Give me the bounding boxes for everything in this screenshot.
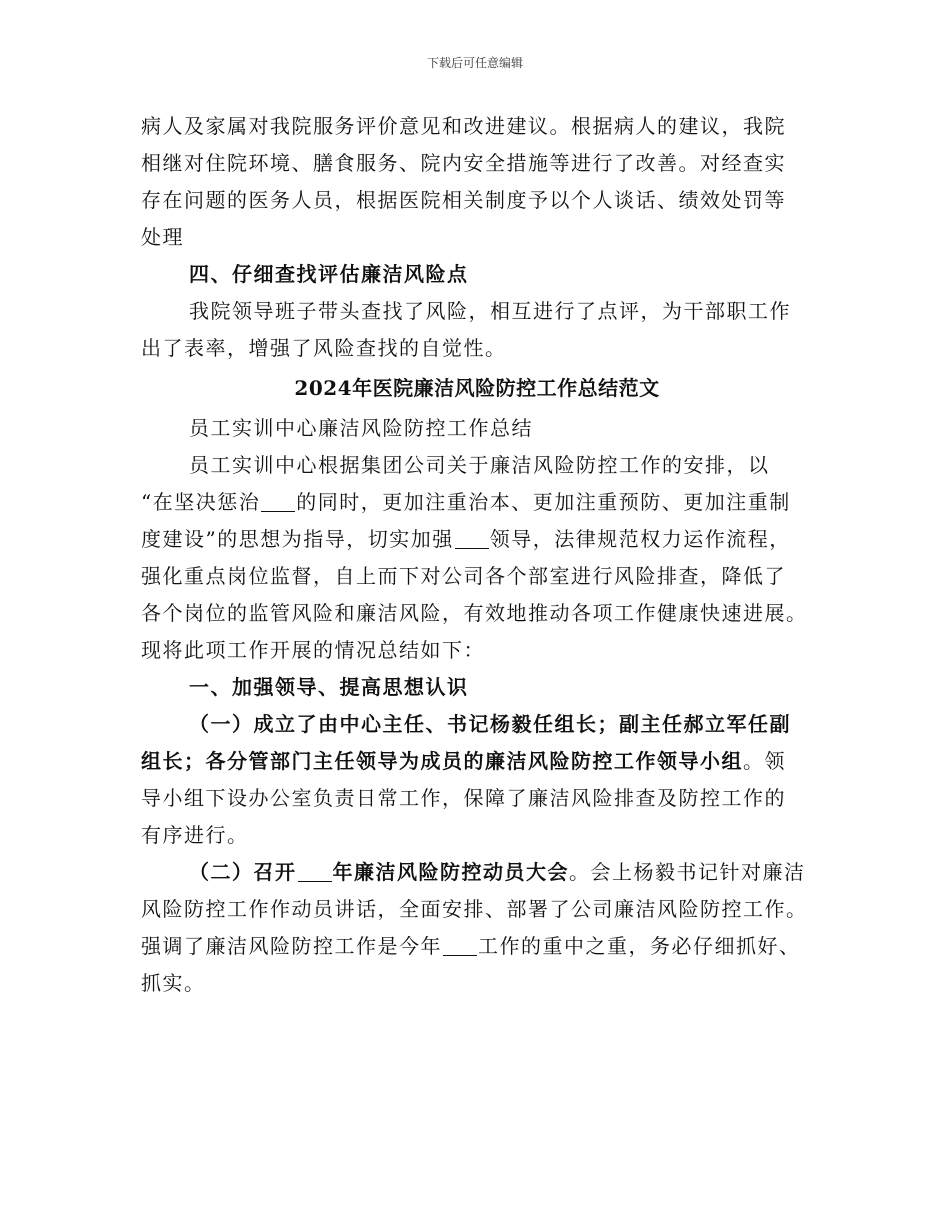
text-fragment: 。会上杨毅书记针对廉洁 bbox=[569, 860, 806, 884]
paragraph-continuation bbox=[141, 108, 813, 256]
document-subtitle: 员工实训中心廉洁风险防控工作总结 bbox=[189, 416, 533, 440]
text-line: 各个岗位的监管风险和廉洁风险，有效地推动各项工作健康快速进展。 bbox=[141, 601, 808, 625]
text-line: 员工实训中心根据集团公司关于廉洁风险防控工作的安排，以 bbox=[189, 453, 770, 477]
text-line: 相继对住院环境、膳食服务、院内安全措施等进行了改善。对经查实 bbox=[141, 151, 786, 175]
text-line: 处理 bbox=[141, 225, 184, 249]
text-line: 存在问题的医务人员，根据医院相关制度予以个人谈话、绩效处罚等 bbox=[141, 188, 786, 212]
section-heading-1: 一、加强领导、提高思想认识 bbox=[189, 675, 469, 699]
paragraph-risk-review bbox=[141, 293, 813, 367]
fill-blank bbox=[443, 935, 477, 956]
text-line: 现将此项工作开展的情况总结如下： bbox=[141, 638, 485, 662]
paragraph-leading-group bbox=[141, 706, 813, 854]
bold-text-fragment: （二）召开 bbox=[189, 860, 297, 884]
header-note: 下载后可任意编辑 bbox=[426, 56, 523, 70]
paragraph-mobilization-meeting bbox=[141, 854, 813, 1002]
text-fragment: 。领 bbox=[743, 749, 786, 773]
text-line: 导小组下设办公室负责日常工作，保障了廉洁风险排查及防控工作的 bbox=[141, 786, 786, 810]
document-title: 2024年医院廉洁风险防控工作总结范文 bbox=[294, 376, 660, 400]
text-line: 有序进行。 bbox=[141, 823, 249, 847]
section-heading-4: 四、仔细查找评估廉洁风险点 bbox=[189, 262, 469, 286]
text-fragment: 领导，法律规范权力运作流程， bbox=[489, 527, 791, 551]
text-line: 风险防控工作作动员讲话，全面安排、部署了公司廉洁风险防控工作。 bbox=[141, 897, 808, 921]
fill-blank bbox=[455, 528, 489, 549]
text-fragment: 工作的重中之重，务必仔细抓好、 bbox=[478, 934, 801, 958]
text-line: 病人及家属对我院服务评价意见和改进建议。根据病人的建议，我院 bbox=[141, 114, 786, 138]
text-line: 我院领导班子带头查找了风险，相互进行了点评，为干部职工作 bbox=[189, 299, 791, 323]
paragraph-intro bbox=[141, 447, 813, 669]
text-fragment: 强调了廉洁风险防控工作是今年 bbox=[141, 934, 442, 958]
text-line: 出了表率，增强了风险查找的自觉性。 bbox=[141, 336, 507, 360]
text-line: 强化重点岗位监督，自上而下对公司各个部室进行风险排查，降低了 bbox=[141, 564, 786, 588]
text-fragment: 度建设”的思想为指导，切实加强 bbox=[141, 527, 454, 551]
fill-blank bbox=[298, 861, 332, 882]
document-body bbox=[141, 108, 813, 1002]
text-line: 抓实。 bbox=[141, 971, 206, 995]
bold-text-line: （一）成立了由中心主任、书记杨毅任组长；副主任郝立军任副 bbox=[189, 712, 791, 736]
bold-text-fragment: 年廉洁风险防控动员大会 bbox=[332, 860, 569, 884]
text-fragment: 的同时，更加注重治本、更加注重预防、更加注重制 bbox=[296, 490, 791, 514]
text-fragment: “在坚决惩治 bbox=[141, 490, 261, 514]
fill-blank bbox=[261, 491, 295, 512]
bold-text-line: 组长；各分管部门主任领导为成员的廉洁风险防控工作领导小组 bbox=[141, 749, 743, 773]
